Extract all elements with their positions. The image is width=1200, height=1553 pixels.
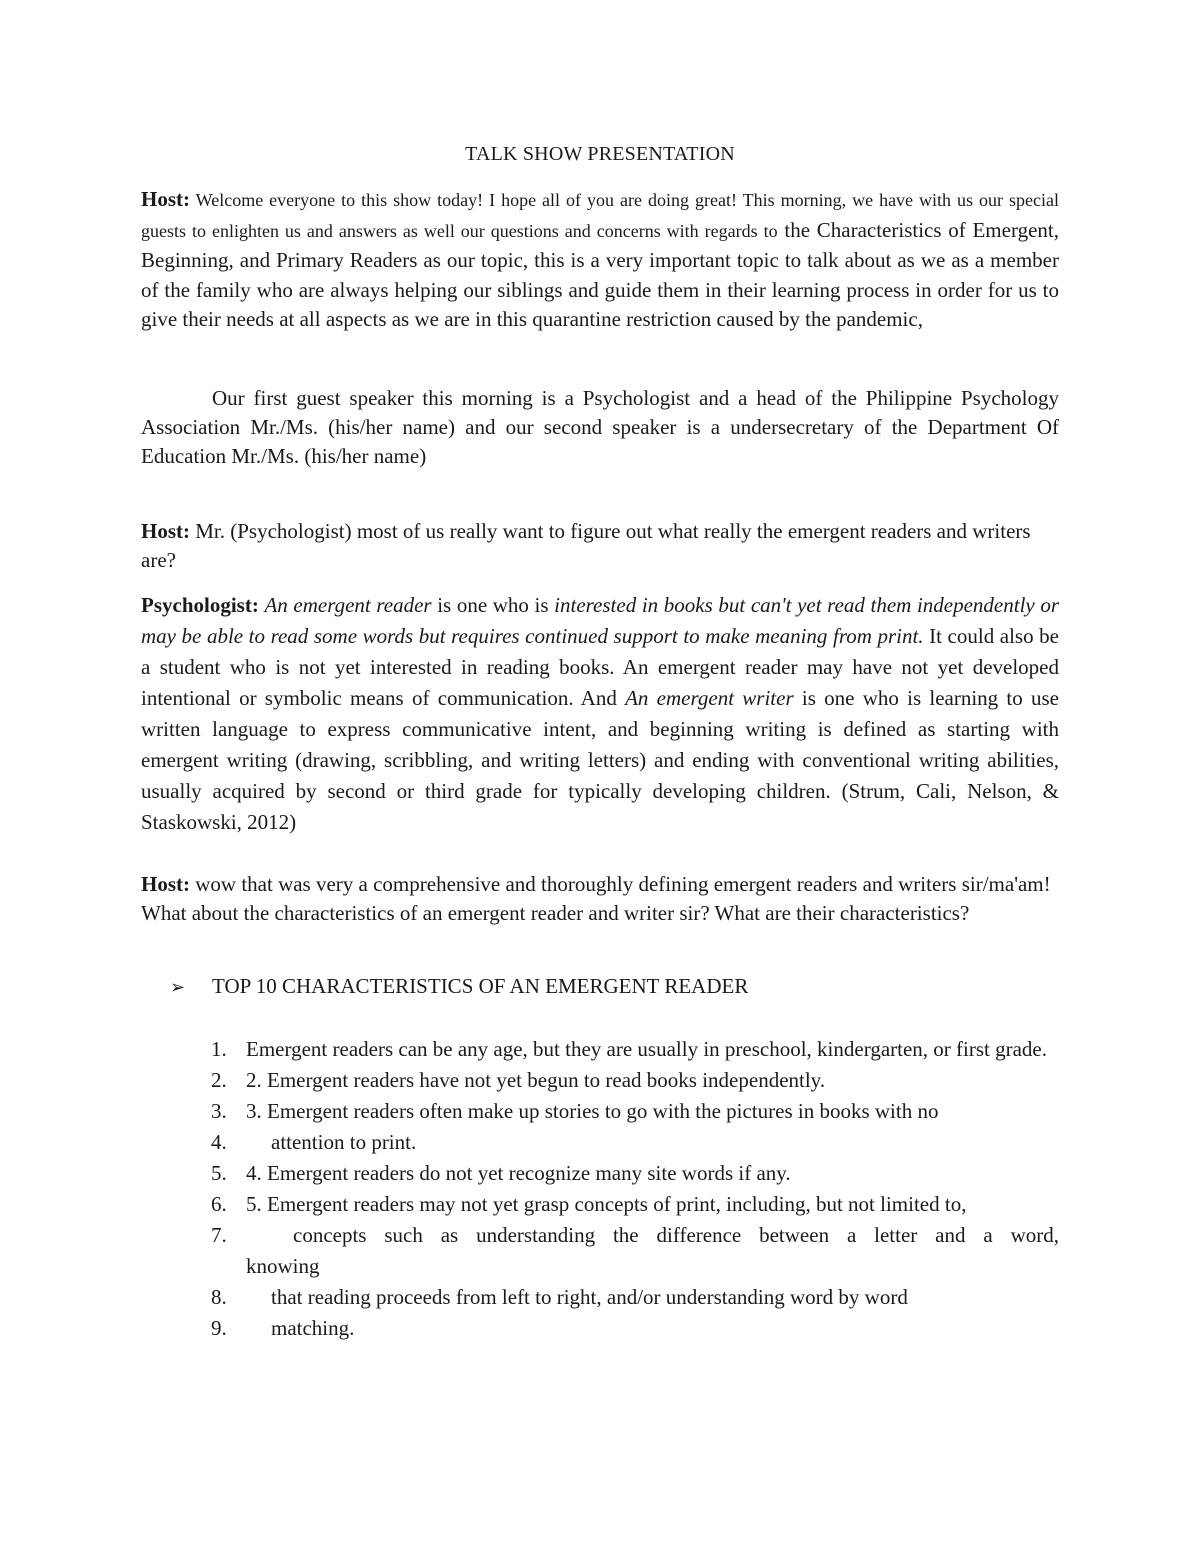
speaker-label: Host: [141,187,190,211]
list-number: 5. [211,1161,227,1185]
intro-paragraph [141,185,1059,335]
list-number: 3. [211,1099,227,1123]
question-text: wow that was very a comprehensive and thoroughly defining emergent readers and writers sir/ma'am! What about the characteristics of an emergent reader and writer sir? What are their characteristics? [141,872,1051,925]
bullet-heading-text: TOP 10 CHARACTERISTICS OF AN EMERGENT READER [212,974,749,998]
list-item-text: Emergent readers can be any age, but they are usually in preschool, kindergarten, or first grade. [246,1037,1048,1061]
emphasis-text: An emergent reader [264,593,432,617]
list-item [200,1282,1059,1313]
speaker-label: Host: [141,872,190,896]
list-number: 7. [211,1223,227,1247]
list-item-text: that reading proceeds from left to right, and/or understanding word by word [271,1285,908,1309]
list-number: 4. [211,1130,227,1154]
speaker-label: Host: [141,519,190,543]
guests-paragraph: Our first guest speaker this morning is a Psychologist and a head of the Philippine Psychology Association Mr./Ms. (his/her name) and our second speaker is a undersecretary of the Department Of Education Mr./Ms. (his/her name) [141,386,1059,468]
page-title: TALK SHOW PRESENTATION [465,143,735,165]
list-item [200,1220,1059,1282]
emphasis-text: An emergent writer [625,686,794,710]
characteristics-list [200,1034,1059,1344]
list-item-text-continued: knowing [246,1254,320,1278]
list-item-text: matching. [271,1316,355,1340]
list-item-text: attention to print. [271,1130,417,1154]
list-item [200,1065,1059,1096]
host-question-2 [141,870,1059,928]
speaker-label: Psychologist: [141,593,259,617]
question-text: Mr. (Psychologist) most of us really want to figure out what really the emergent readers and writers are? [141,519,1031,572]
list-number: 2. [211,1068,227,1092]
emphasis-text: interested in books but can't yet read them independently or may be able to read some words but requires continued support to make meaning from print. [141,593,1060,648]
answer-text: is one who is [431,593,555,617]
list-number: 6. [211,1192,227,1216]
psychologist-answer [141,590,1059,838]
list-item-text: 5. Emergent readers may not yet grasp concepts of print, including, but not limited to, [246,1192,967,1216]
intro-text-small: Welcome everyone to this show today! I hope all of you are doing great! This morning, we have with us our special guests to enlighten us and answers as well our questions and concerns with regards to [141,190,1059,241]
list-item [200,1313,1059,1344]
answer-text: It could also be a student who is not yet interested in reading books. An emergent reader may have not yet developed intentional or symbolic means of communication. And [141,624,1059,710]
list-number: 9. [211,1316,227,1340]
bullet-heading [170,972,748,1002]
answer-text: is one who is learning to use written language to express communicative intent, and beginning writing is defined as starting with emergent writing (drawing, scribbling, and writing letters) and ending with conventional writing abilities, usually acquired by second or third grade for typically developing children. (Strum, Cali, Nelson, & Staskowski, 2012) [141,686,1059,834]
list-item-text-block [246,1220,1059,1282]
list-item [200,1158,1059,1189]
list-item [200,1096,1059,1127]
list-number: 8. [211,1285,227,1309]
host-question-1 [141,517,1059,575]
list-item-text: concepts such as understanding the difference between a letter and a word, [293,1223,1059,1247]
list-item-text: 2. Emergent readers have not yet begun to read books independently. [246,1068,826,1092]
list-item-text: 3. Emergent readers often make up stories to go with the pictures in books with no [246,1099,939,1123]
list-item [200,1189,1059,1220]
list-number: 1. [211,1037,227,1061]
arrow-bullet-icon: ➢ [170,977,186,998]
list-item [200,1127,1059,1158]
list-item-text: 4. Emergent readers do not yet recognize many site words if any. [246,1161,791,1185]
list-item [200,1034,1059,1065]
intro-text: the Characteristics of Emergent, Beginning, and Primary Readers as our topic, this is a very important topic to talk about as we as a member of the family who are always helping our siblings and guide them in their learning process in order for us to give their needs at all aspects as we are in this quarantine restriction caused by the pandemic, [141,217,1059,331]
